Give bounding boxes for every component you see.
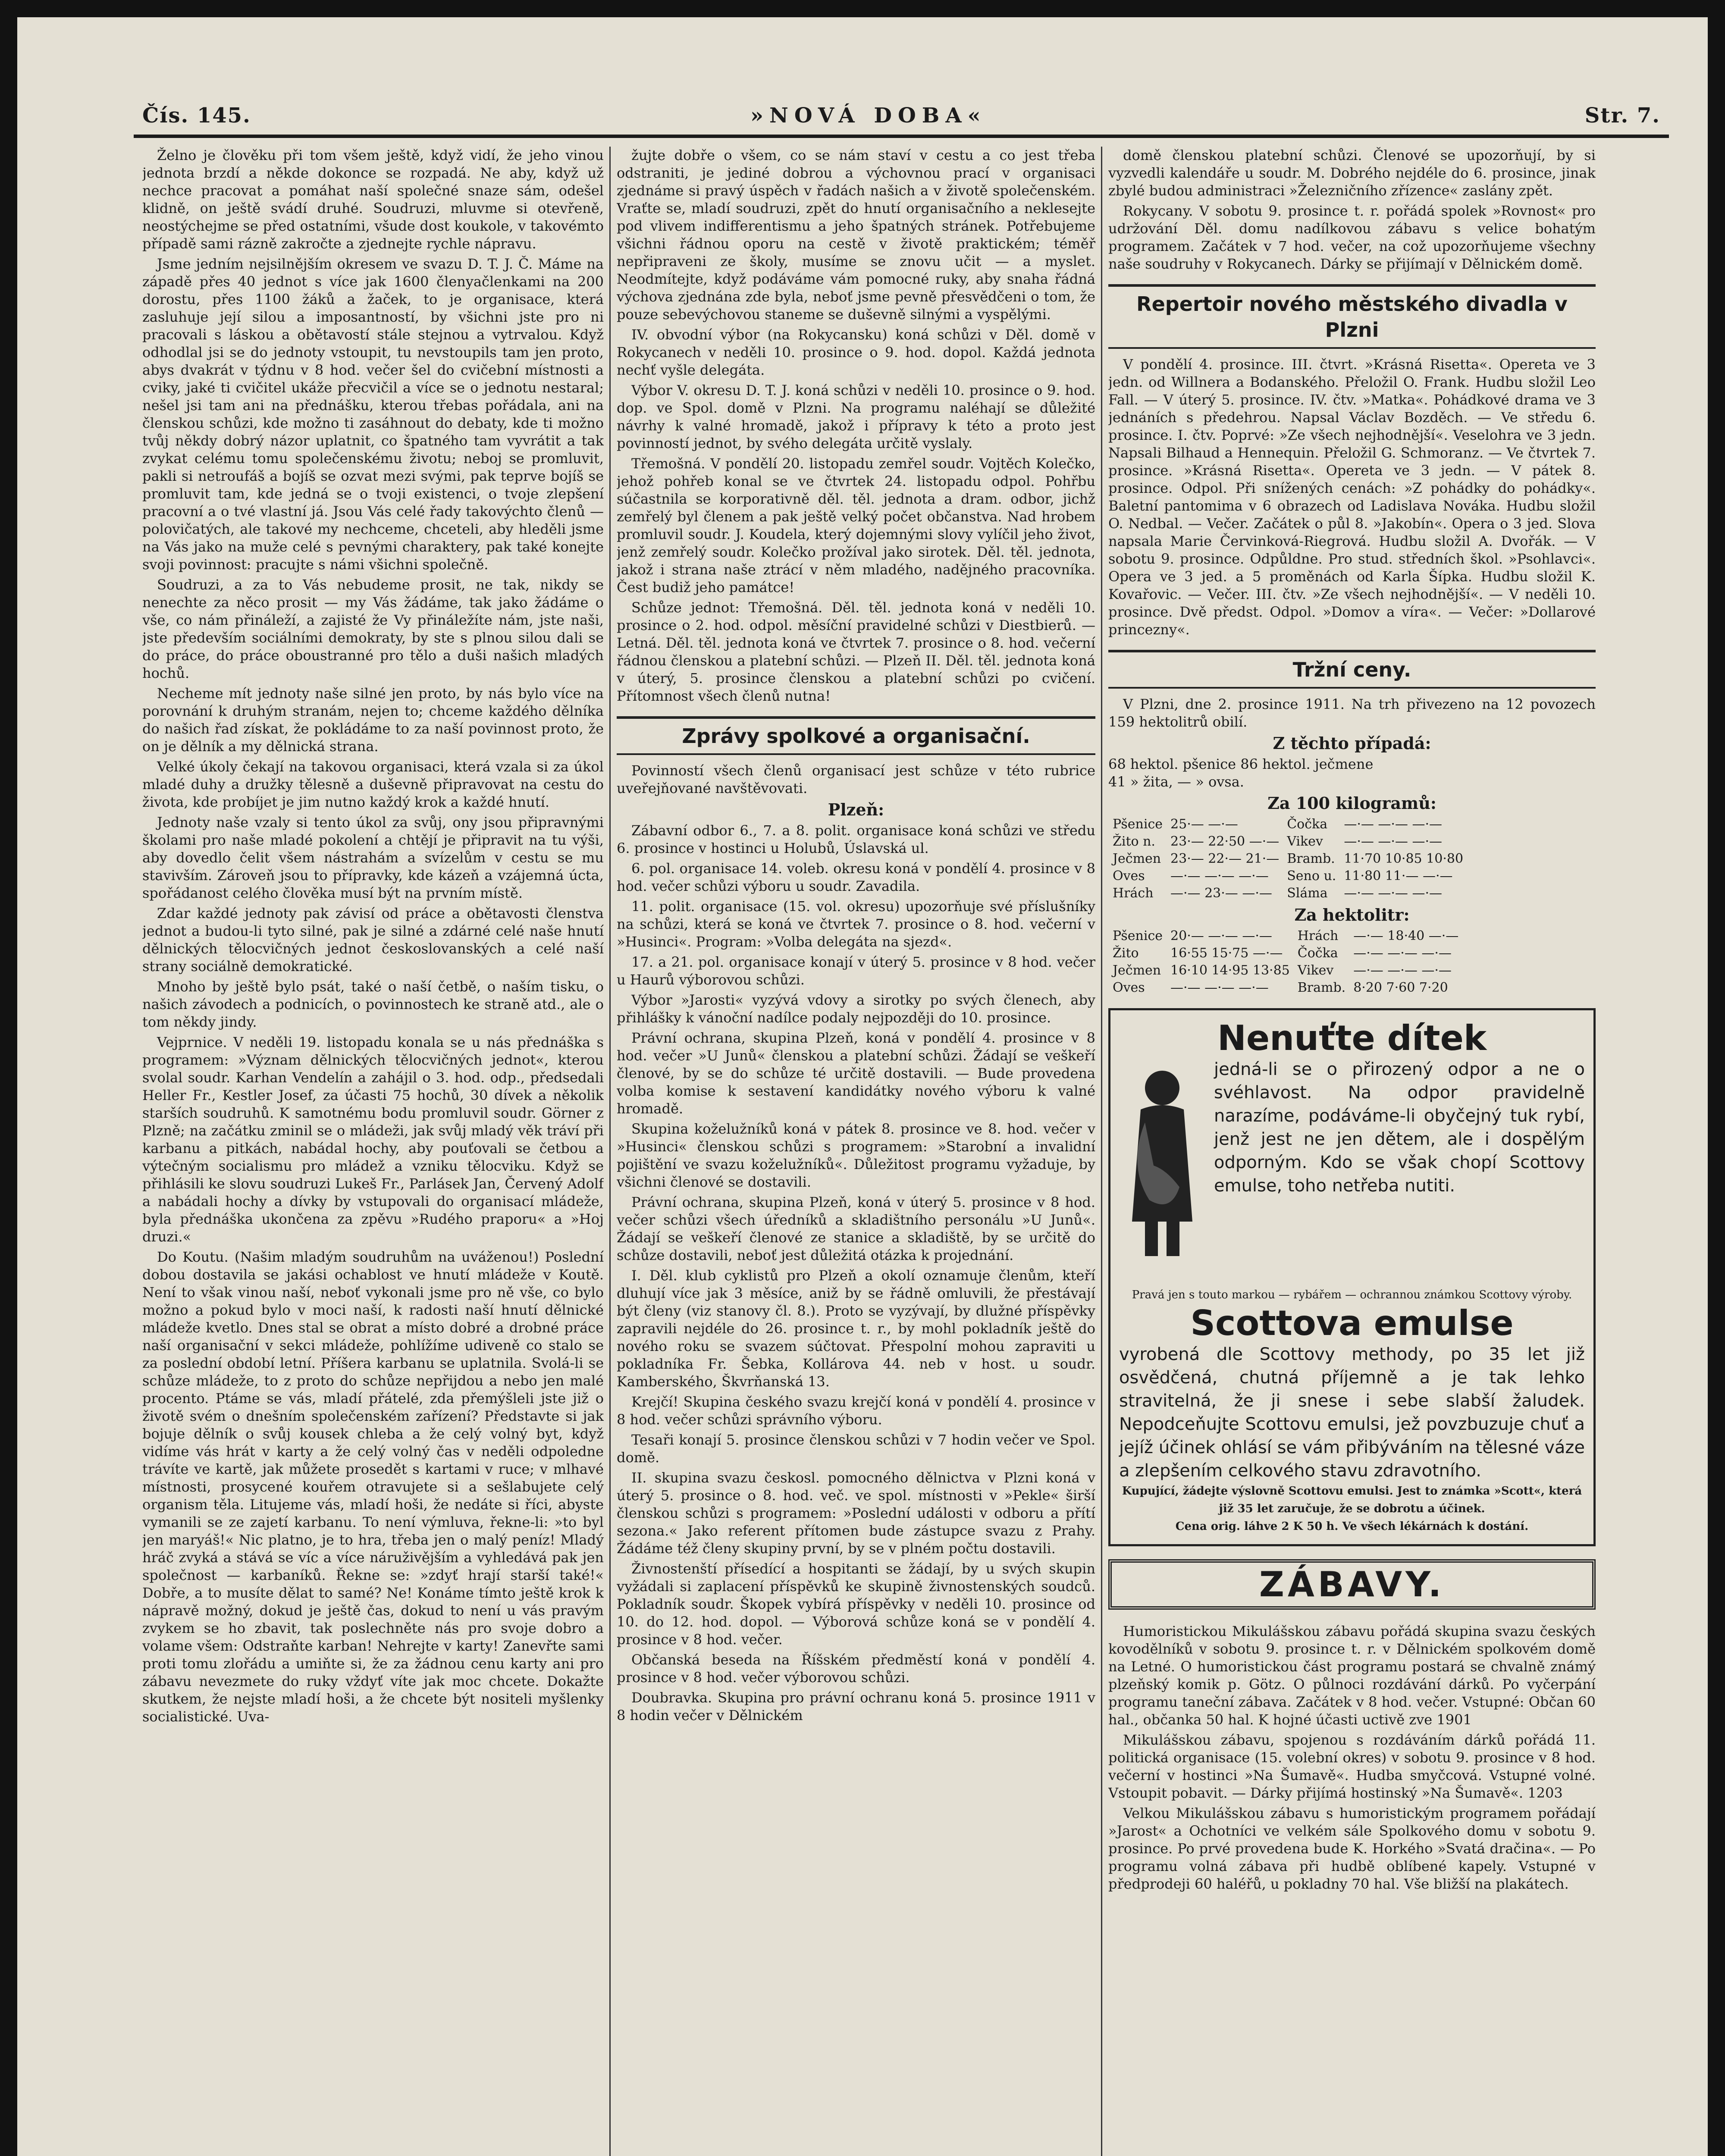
- paragraph: Doubravka. Skupina pro právní ochranu koná 5. prosince 1911 v 8 hodin večer v Dělnickém: [617, 1689, 1095, 1724]
- ad-product: Scottova emulse: [1190, 1303, 1514, 1343]
- price-cell: 8·20 7·60 7·20: [1353, 980, 1448, 995]
- price-cell: Oves: [1113, 980, 1145, 995]
- paragraph: Schůze jednot: Třemošná. Děl. těl. jednota koná v neděli 10. prosince o 2. hod. odpol. měsíční pravidelné schůzi v Diestbierů. — Letná. Děl. těl. jednota koná ve čtvrtek 7. prosince o 8. hod. večerní řádnou členskou a platební schůzi. — Plzeň II. Děl. těl. jednota koná v úterý, 5. prosince členskou a platební schůzi po cvičení. Přítomnost všech členů nutna!: [617, 599, 1095, 704]
- price-cell: Pšenice: [1113, 817, 1163, 832]
- paragraph: Výbor V. okresu D. T. J. koná schůzi v neděli 10. prosince o 9. hod. dop. ve Spol. domě v Plzni. Na programu naléhají se důležité návrhy k valné hromadě, jakož i přípravy k této a proto jest povinností jednot, by svého delegáta určitě vyslaly.: [617, 382, 1095, 451]
- price-cell: —·— —·— —·—: [1170, 868, 1269, 884]
- ad-description: vyrobená dle Scottovy methody, po 35 let již osvědčená, chutná příjemně a je tak lehko stravitelná, že ji snese i sebe slabší žaludek. Nepodceňujte Scottovu emulsi, jež povzbuzuje chuť a jejíž účinek ohlásí se vám přibýváním na tělesné váze a zlepšením celkového stavu zdravotního.: [1119, 1344, 1585, 1481]
- paragraph: 6. pol. organisace 14. voleb. okresu koná v pondělí 4. prosince v 8 hod. večer schůzi výboru u soudr. Zavadila.: [617, 860, 1095, 894]
- price-table: [1108, 815, 1468, 903]
- paragraph: Zdar každé jednoty pak závisí od práce a obětavosti členstva jednot a budou-li tyto silné, pak je silné a zdárné celé naše hnutí dělnických tělocvičných jednot českoslovanských a celé naší strany sociálně demokratické.: [142, 905, 604, 975]
- price-row: [1109, 928, 1462, 944]
- paragraph: Třemošná. V pondělí 20. listopadu zemřel soudr. Vojtěch Kolečko, jehož pohřeb konal se ve čtvrtek 24. listopadu odpol. Pohřbu súčastnila se korporativně děl. těl. jednota a dram. odbor, jichž zemřelý byl členem a pak ještě velký počet občanstva. Nad hrobem promluvil soudr. J. Koudela, který dojemnými slovy vylíčil jeho život, jenž zemřelý soudr. Kolečko prožíval jako sirotek. Děl. těl. jednota, jakož i strana naše ztrácí v něm mladého, nadějného pracovníka. Čest budiž jeho památce!: [617, 455, 1095, 595]
- column-middle: [617, 147, 1095, 2156]
- price-cell: —·— 23·— —·—: [1170, 886, 1272, 901]
- paragraph: 17. a 21. pol. organisace konají v úterý 5. prosince v 8 hod. večer u Haurů výborovou schůzi.: [617, 954, 1095, 988]
- price-cell: 25·— —·—: [1170, 817, 1238, 832]
- paragraph: Výbor »Jarosti« vyzývá vdovy a sirotky po svých členech, aby přihlášky k vánoční nadílce podaly nejpozději do 10. prosince.: [617, 992, 1095, 1026]
- price-cell: Čočka: [1297, 946, 1338, 961]
- paragraph: Mnoho by ještě bylo psát, také o naší četbě, o naším tisku, o našich závodech a podnicích, o povinnostech ke straně atd., ale o tom někdy jindy.: [142, 978, 604, 1030]
- market-cases: [1108, 755, 1596, 791]
- price-cell: 11·70 10·85 10·80: [1344, 851, 1464, 866]
- paragraph: IV. obvodní výbor (na Rokycansku) koná schůzi v Děl. domě v Rokycanech v neděli 10. prosince o 9. hod. dopol. Každá jednota nechť vyšle delegáta.: [617, 326, 1095, 378]
- price-cell: 20·— —·— —·—: [1170, 928, 1272, 943]
- section-heading: Zprávy spolkové a organisační.: [617, 716, 1095, 755]
- paragraph: Humoristickou Mikulášskou zábavu pořádá skupina svazu českých kovodělníků v sobotu 9. prosince t. r. v Dělnickém spolkovém domě na Letné. O humoristickou část programu postará se chvalně známý plzeňský komik p. Götz. O půlnoci rozdávání dárků. Po vyčerpání programu taneční zábava. Začátek v 8 hod. večer. Vstupné: Občan 60 hal., občanka 50 hal. K hojné účasti uctivě zve 1901: [1108, 1623, 1596, 1728]
- ad-headline: Nenuťte dítek: [1217, 1018, 1487, 1058]
- price-cell: 16·55 15·75 —·—: [1170, 946, 1283, 961]
- price-cell: Bramb.: [1287, 851, 1335, 866]
- price-row: [1109, 962, 1462, 979]
- page-header: [17, 17, 1708, 142]
- paragraph: Soudruzi, a za to Vás nebudeme prosit, ne tak, nikdy se nenechte za něco prosit — my Vás žádáme, tak jako žádáme o vše, co nám přináleží, a zajisté že Vy přináležíte nám, jste naši, jste především sociálními demokraty, by ste s plnou silou dali se do práce, do práce oboustranné pro tělo a duši našich mladých hochů.: [142, 577, 604, 681]
- market-per100: Za 100 kilogramů:: [1267, 793, 1436, 813]
- ad-body: jedná-li se o přirozený odpor a ne o svéhlavost. Na odpor pravidelně narazíme, podáváme-li obyčejný tuk rybí, jenž jest ne jen dětem, ale i dospělým odporným. Kdo se však chopí Scottovy emulse, toho netřeba nutiti.: [1214, 1059, 1585, 1196]
- paragraph: Rokycany. V sobotu 9. prosince t. r. pořádá spolek »Rovnost« pro udržování Děl. domu nadílkovou zábavu s velice bohatým programem. Začátek v 7 hod. večer, na což upozorňujeme všechny naše soudruhy v Rokycanech. Dárky se přijímají v Dělnickém domě.: [1108, 203, 1596, 272]
- price-cell: Žito n.: [1113, 834, 1155, 849]
- market-case: 68 hektol. pšenice 86 hektol. ječmene: [1108, 756, 1374, 772]
- price-cell: —·— 18·40 —·—: [1353, 928, 1459, 943]
- issue-number: Čís. 145.: [142, 103, 251, 128]
- paragraph: Jednoty naše vzaly si tento úkol za svůj, ony jsou připravnými školami pro naše mladé pokolení a chtějí je připravit na tu výši, aby dovedlo čelit všem nástrahám a svízelům v cestu se mu stavivším. Zároveň jsou to přípravky, kde kázeň a vzájemná úcta, spořádanost celého člověka musí být na prvním místě.: [142, 814, 604, 901]
- paragraph: Povinností všech členů organisací jest schůze v této rubrice uveřejňované navštěvovati.: [617, 762, 1095, 796]
- price-cell: Oves: [1113, 868, 1145, 884]
- paragraph: 11. polit. organisace (15. vol. okresu) upozorňuje své příslušníky na schůzi, která se koná ve čtvrtek 7. prosince o 8. hod. večerní v »Husinci«. Program: »Volba delegáta na sjezd«.: [617, 898, 1095, 950]
- paragraph: Jsme jedním nejsilnějším okresem ve svazu D. T. J. Č. Máme na západě přes 40 jednot s více jak 1600 členyačlenkami na 200 dorostu, přes 1100 žáků a žaček, to je organisace, která zasluhuje její silou a imposantností, by všichni jste pro ni pracovali s láskou a obětavostí stále stejnou a vytrvalou. Když odhodlal jsi se do jednoty vstoupit, tu nevstoupils tam jen proto, abys dvakrát v týdnu v 8 hod. večer šel do cvičební místnosti a cviky, jaké ti cvičitel ukáže přecvičil a více se o jednotu nestaral; nešel jsi tam ani na přednášku, kterou třebas pořádala, ani na členskou schůzi, kde možno ti zasáhnout do debaty, kde ti možno tvůj někdy dobrý názor uplatnit, co špatného tam vyvrátit a tak zvykat celému tomu společenskému životu; neboj se promluvit, pakli si netroufáš a bojíš se ozvat mezi svými, pak teprve bojíš se promluvit tam, kde jedná se o tvoji existenci, o tvoje zlepšení pracovní a o tvé vlastní já. Jsou Vás celé řady takovýchto členů — polovičatých, ale takové my nechceme, chceteli, aby hleděli jsme na Vás jako na muže celé s pevnými charaktery, pak také konejte svoji povinnost: pracujte s námi všichni společně.: [142, 256, 604, 573]
- price-cell: Vikev: [1287, 834, 1323, 849]
- price-table: [1108, 927, 1463, 997]
- price-row: [1109, 851, 1467, 867]
- paragraph: Krejčí! Skupina českého svazu krejčí koná v pondělí 4. prosince v 8 hod. večer schůzi správního výboru.: [617, 1394, 1095, 1428]
- market-case: 41 » žita, — » ovsa.: [1108, 774, 1244, 790]
- price-cell: Čočka: [1287, 817, 1328, 832]
- paragraph: Velké úkoly čekají na takovou organisaci, která vzala si za úkol mladé duhy a družky tělesně a duševně připravovat na cestu do života, kde probíjet je jim nutno každý krok a každé hnutí.: [142, 758, 604, 810]
- ad-fine-print: Kupující, žádejte výslovně Scottovu emulsi. Jest to známka »Scott«, která již 35 let zaručuje, že se dobrotu a účinek.: [1122, 1485, 1582, 1515]
- market-perhl: Za hektolitr:: [1294, 905, 1410, 924]
- page-number: Str. 7.: [1584, 103, 1660, 128]
- price-cell: Ječmen: [1113, 963, 1161, 978]
- price-row: [1109, 945, 1462, 962]
- market-intro: V Plzni, dne 2. prosince 1911. Na trh přivezeno na 12 povozech 159 hektolitrů obilí.: [1108, 696, 1596, 730]
- price-row: [1109, 868, 1467, 884]
- paragraph: II. skupina svazu českosl. pomocného dělnictva v Plzni koná v úterý 5. prosince o 8. hod. več. ve spol. místnosti v »Pekle« širší členskou schůzi s programem: »Poslední události v odboru a přítí sezona.« Jako referent přítomen bude zástupce svazu z Prahy. Žádáme též členy skupiny první, by se v plném počtu dostavili.: [617, 1470, 1095, 1557]
- subheading: Plzeň:: [828, 800, 884, 819]
- paragraph: Zábavní odbor 6., 7. a 8. polit. organisace koná schůzi ve středu 6. prosince v hostinci u Holubů, Úslavská ul.: [617, 822, 1095, 856]
- paragraph: Želno je člověku při tom všem ještě, když vidí, že jeho vinou jednota brzdí a někde dokonce se rozpadá. Ne aby, když už nechce pracovat a pomáhat naší společné snaze sám, odešel klidně, on ještě svádí druhé. Soudruzi, mluvme si otevřeně, neostýchejme se před ostatními, všude dost koukole, v takovémto případě sami rázně zakročte a zjednejte rychle nápravu.: [142, 147, 604, 252]
- price-cell: 11·80 11·— —·—: [1344, 868, 1453, 884]
- ad-caption: Pravá jen s touto markou — rybářem — ochrannou známkou Scottovy výroby.: [1132, 1288, 1572, 1301]
- price-cell: Sláma: [1287, 886, 1328, 901]
- price-row: [1109, 834, 1467, 850]
- price-cell: —·— —·— —·—: [1353, 946, 1452, 961]
- section-heading: Repertoir nového městského divadla v Plzni: [1108, 284, 1596, 349]
- paragraph: Tesaři konají 5. prosince členskou schůzi v 7 hodin večer ve Spol. domě.: [617, 1432, 1095, 1466]
- paragraph: Živnostenští přísedící a hospitanti se žádají, by u svých skupin vyžádali si zaplacení příspěvků ke skupině živnostenských soudců. Pokladník soudr. Škopek vybírá příspěvky v neděli 10. prosince od 10. do 12. hod. dopol. — Výborová schůze koná se v pondělí 4. prosince v 8 hod. večer.: [617, 1561, 1095, 1648]
- paragraph: Občanská beseda na Říšském předměstí koná v pondělí 4. prosince v 8 hod. večer výborovou schůzi.: [617, 1651, 1095, 1686]
- advertisement: [1108, 1008, 1596, 1546]
- price-cell: Bramb.: [1297, 980, 1346, 995]
- price-cell: Pšenice: [1113, 928, 1163, 943]
- paragraph: Do Koutu. (Našim mladým soudruhům na uváženou!) Poslední dobou dostavila se jakási ochablost ve hnutí mládeže v Koutě. Není to však vinou naší, neboť vykonali jsme pro ně vše, co bylo možno a pokud bylo v moci naší, k radosti naší hnutí dělnické mládeže kvetlo. Dnes stal se obrat a místo dobré a drobné práce naší organisační v sekci mládeže, pohlížíme udiveně co stalo se za poslední období letní. Příšera karbanu se uplatnila. Svolá-li se schůze mládeže, to z proto do schůze nepřijdou a nebo jen malé procento. Ptáme se vás, mladí přátelé, zda přemýšleli jste již o životě svém o dnešním společenském zařízení? Představte si jak bojuje dělník o svůj kousek chleba a že celý volný byt, když vidíme vás hrát v karty a že celý volný čas v neděli odpoledne trávíte ve kartě, jak můžete prosedět s kartami v ruce; v mlhavé místnosti, prosycené kouřem otravujete si a sešlabujete celý organism těla. Litujeme vás, mladí hoši, že nedáte si říci, abyste vymanili se ze zajetí karbanu. To není výmluva, řekne-li: »to byl jen maryáš!« Nic platno, je to hra, třeba jen o malý peníz! Mladý hráč zvyká a stává se víc a více náruživějším a vyhledává pak jen společnost — karbaníků. Řekne se: »zdyť hrají starší také!« Dobře, a to musíte dělat to samé? Ne! Konáme tímto ještě krok k nápravě možný, dokud je ještě čas, dokud to není u vás pravým zvykem se ho zbavit, tak poslechněte nás pro svoje dobro a volame všem: Odstraňte karban! Nehrejte v karty! Zanevřte sami proti tomu zlořádu a umiňte si, že za žádnou cenu karty ani pro zábavu nevezmete do ruky vždyť víte jak moc chcete. Dokažte skutkem, že nejste mladí hoši, a že chcete být nositeli myšlenky socialistické. Uva-: [142, 1249, 604, 1725]
- paragraph: I. Děl. klub cyklistů pro Plzeň a okolí oznamuje členům, kteří dluhují více jak 3 měsíce, aniž by se řádně omluvili, že přestávají být členy (viz stanovy čl. 8.). Proto se vyzývají, by dlužné příspěvky zapravili nejdéle do 26. prosince t. r., by mohl pokladník ještě do nového roku se svazem súčtovat. Přespolní mohou zapraviti u pokladníka Fr. Šebka, Kollárova 44. neb v host. u soudr. Kamberského, Škvrňanská 13.: [617, 1267, 1095, 1390]
- price-cell: 23·— 22·50 —·—: [1170, 834, 1280, 849]
- price-row: [1109, 816, 1467, 833]
- paragraph: Vejprnice. V neděli 19. listopadu konala se u nás přednáška s programem: »Význam dělnických tělocvičných jednot«, kterou svolal soudr. Karhan Vendelín a zahájil o 3. hod. odp., předsedali Heller Fr., Kestler Josef, za účasti 75 hochů, 30 dívek a několik starších soudruhů. K samotnému bodu promluvil soudr. Görner z Plzně; na začátku zminil se o mládeži, jak svůj mladý věk tráví při karbanu a pitkách, nabádal hochy, aby pouťovali se četbou a výtečným socialismu pro mládež a vzniku tělocviku. Když se přihlásili ke slovu soudruzi Lukeš Fr., Parlásek Jan, Červený Adolf a nabádali hochy a dívky by vstupovali do organisací mládeže, byla přednáška ukončena za zpěvu »Rudého praporu« a »Hoj druzi.«: [142, 1034, 604, 1245]
- price-row: [1109, 885, 1467, 902]
- price-cell: Žito: [1113, 946, 1139, 961]
- price-cell: Seno u.: [1287, 868, 1336, 884]
- price-cell: Vikev: [1297, 963, 1334, 978]
- price-cell: —·— —·— —·—: [1353, 963, 1452, 978]
- price-row: [1109, 980, 1462, 996]
- price-cell: —·— —·— —·—: [1344, 886, 1442, 901]
- price-cell: Ječmen: [1113, 851, 1161, 866]
- paragraph: domě členskou platební schůzi. Členové se upozorňují, by si vyzvedli kalendáře u soudr. M. Dobrého nejdéle do 6. prosince, jinak zbylé budou administraci »Železničního zřízence« zaslány zpět.: [1108, 147, 1596, 199]
- paragraph: Mikulášskou zábavu, spojenou s rozdáváním dárků pořádá 11. politická organisace (15. volební okres) v sobotu 9. prosince v 8 hod. večerní v hostinci »Na Šumavě«. Hudba smyčcová. Vstupné volné. Vstoupit pobavit. — Dárky přijímá hostinský »Na Šumavě«. 1203: [1108, 1732, 1596, 1801]
- price-cell: —·— —·— —·—: [1344, 834, 1442, 849]
- paragraph: V pondělí 4. prosince. III. čtvrt. »Krásná Risetta«. Opereta ve 3 jedn. od Willnera a Bodanského. Přeložil O. Frank. Hudbu složil Leo Fall. — V úterý 5. prosince. IV. čtv. »Matka«. Pohádkové drama ve 3 jednáních s předehrou. Napsal Václav Bozděch. — Ve středu 6. prosince. I. čtv. Poprvé: »Ze všech nejhodnější«. Veselohra ve 3 jedn. Napsali Bilhaud a Hennequin. Přeložil G. Schmoranz. — Ve čtvrtek 7. prosince. »Krásná Risetta«. Opereta ve 3 jedn. — V pátek 8. prosince. Odpol. Při snížených cenách: »Z pohádky do pohádky«. Baletní pantomima v 6 obrazech od Ladislava Nováka. Hudbu složil O. Nedbal. — Večer. Začátek o půl 8. »Jakobín«. Opera o 3 jed. Slova napsala Marie Červinková-Riegrová. Hudbu složil A. Dvořák. — V sobotu 9. prosince. Odpůldne. Pro stud. středních škol. »Psohlavci«. Opera ve 3 jed. a 5 proměnách od Karla Šípka. Hudbu složil K. Kovařovic. — Večer. III. čtv. »Ze všech nejhodnější«. — V neděli 10. prosince. Dvě předst. Odpol. »Domov a víra«. — Večer: »Dollarové princezny«.: [1108, 356, 1596, 638]
- newspaper-page: [17, 17, 1708, 2156]
- ad-price: Cena orig. láhve 2 K 50 h. Ve všech lékárnách k dostání.: [1175, 1520, 1529, 1533]
- fisherman-trademark-icon: [1119, 1058, 1205, 1282]
- column-divider: [1101, 147, 1102, 2156]
- column-divider: [609, 147, 611, 2156]
- price-cell: Hrách: [1113, 886, 1154, 901]
- column-left: [142, 147, 604, 2156]
- price-cell: —·— —·— —·—: [1344, 817, 1442, 832]
- paragraph: Velkou Mikulášskou zábavu s humoristickým programem pořádají »Jarost« a Ochotníci ve velkém sále Spolkového domu v sobotu 9. prosince. Po prvé provedena bude K. Horkého »Svatá dračina«. — Po programu volná zábava při hudbě oblíbené kapely. Vstupné v předprodeji 60 haléřů, u pokladny 70 hal. Vše bližší na plakátech.: [1108, 1805, 1596, 1892]
- paragraph: Necheme mít jednoty naše silné jen proto, by nás bylo více na porovnání k druhým stranám, nejen to; chceme každého dělníka do našich řad získat, že pokládáme to za naší povinnost proto, že on je dělník a my dělnická strana.: [142, 685, 604, 755]
- zabavy-banner: ZÁBAVY.: [1108, 1559, 1596, 1610]
- paragraph: Skupina koželužníků koná v pátek 8. prosince ve 8. hod. večer v »Husinci« členskou schůzi s programem: »Starobní a invalidní pojištění ve svazu koželužníků«. Důležitost programu vyžaduje, by všichni členové se dostavili.: [617, 1121, 1095, 1190]
- paragraph: Právní ochrana, skupina Plzeň, koná v pondělí 4. prosince v 8 hod. večer »U Junů« členskou a platební schůzi. Žádají se veškeří členové, by se do schůze té určitě dostavili. — Bude provedena volba komise k sestavení kandidátky nového výboru k valné hromadě.: [617, 1030, 1095, 1117]
- paragraph: žujte dobře o všem, co se nám staví v cestu a co jest třeba odstraniti, je jediné dobrou a výchovnou prací v organisaci zjednáme si pravý úspěch v řadách našich a v životě společenském. Vraťte se, mladí soudruzi, zpět do hnutí organisačního a neklesejte pod vlivem indifferentismu a jeho špatných stránek. Potřebujeme všichni řádnou oporu na cestě v životě praktickém; téměř nepřipraveni ze školy, musíme se znovu učit — a myslet. Neodmítejte, když podáváme vám pomocné ruky, aby snaha řádná výchova zjednána zde byla, neboť jsme pevně přesvědčeni o tom, že pouze sebevýchovou staneme se duševně silnými a vyspělými.: [617, 147, 1095, 323]
- masthead-title: »NOVÁ DOBA«: [750, 103, 987, 128]
- paragraph: Právní ochrana, skupina Plzeň, koná v úterý 5. prosince v 8 hod. večer schůzi všech úředníků a skladištního personálu »U Junů«. Žádají se veškeří členové ze stanice a skladiště, by se určitě do schůze dostavili, neboť jest důležitá otázka k projednání.: [617, 1194, 1095, 1263]
- price-cell: Hrách: [1297, 928, 1339, 943]
- market-cases-label: Z těchto případá:: [1273, 733, 1431, 753]
- column-right: [1108, 147, 1596, 2156]
- price-cell: —·— —·— —·—: [1170, 980, 1269, 995]
- price-cell: 16·10 14·95 13·85: [1170, 963, 1290, 978]
- header-rule: [134, 135, 1669, 138]
- price-cell: 23·— 22·— 21·—: [1170, 851, 1280, 866]
- section-heading: Tržní ceny.: [1108, 650, 1596, 689]
